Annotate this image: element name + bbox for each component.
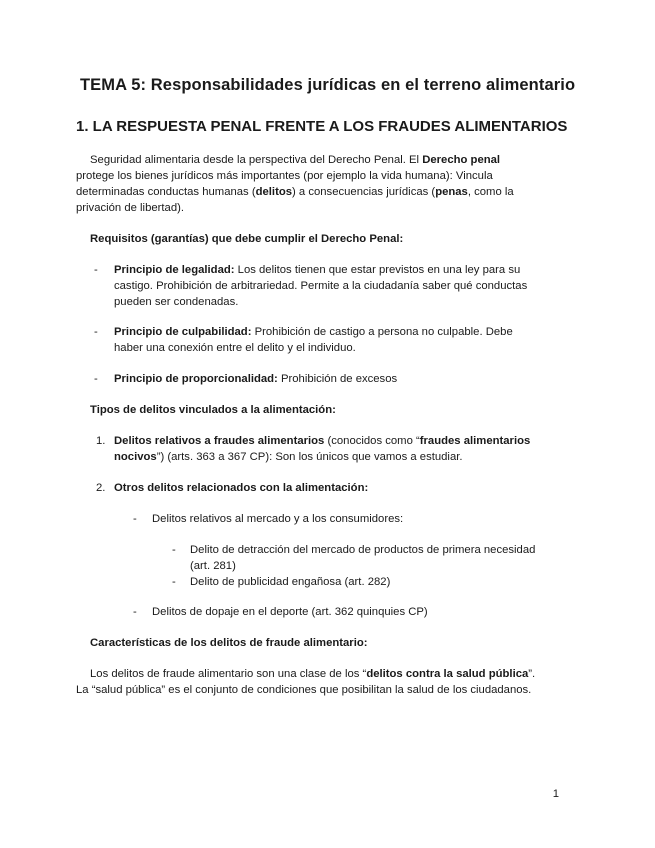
list-dash: - — [94, 373, 98, 385]
intro-bold-delitos: delitos — [255, 186, 293, 198]
tipo-1-line-2 — [114, 449, 463, 465]
list-dash: - — [133, 513, 137, 525]
intro-bold-derecho-penal: Derecho penal — [422, 154, 501, 166]
requisitos-heading: Requisitos (garantías) que debe cumplir el Derecho Penal: — [90, 233, 404, 245]
tipo-1-bold: nocivos — [114, 451, 157, 463]
caracteristicas-heading: Características de los delitos de fraude alimentario: — [90, 637, 368, 649]
principio-text: Prohibición de castigo a persona no culpable. Debe — [251, 326, 513, 338]
tipo-1-bold: fraudes alimentarios — [419, 435, 531, 447]
list-number: 1. — [96, 435, 106, 447]
document-title: TEMA 5: Responsabilidades jurídicas en el terreno alimentario — [80, 76, 576, 94]
caract-text: ”. — [528, 668, 536, 680]
principio-legalidad-line-2: castigo. Prohibición de arbitrariedad. Permite a la ciudadanía saber qué conductas — [114, 280, 528, 292]
principio-text: Prohibición de excesos — [277, 373, 398, 385]
intro-line-2: protege los bienes jurídicos más importantes (por ejemplo la vida humana): Vincula — [76, 170, 493, 182]
intro-text: determinadas conductas humanas ( — [76, 186, 256, 198]
list-dash: - — [172, 544, 176, 556]
caracteristicas-line-1 — [90, 666, 535, 682]
tipo-1-text: ”) (arts. 363 a 367 CP): Son los únicos que vamos a estudiar. — [156, 451, 463, 463]
intro-line-1 — [90, 152, 500, 168]
list-dash: - — [94, 264, 98, 276]
intro-line-3 — [76, 184, 514, 200]
principio-proporcionalidad-line-1 — [114, 371, 397, 387]
list-number: 2. — [96, 482, 106, 494]
tipo-2-name: Otros delitos relacionados con la alimentación: — [114, 482, 369, 494]
principio-name: Principio de culpabilidad: — [114, 326, 252, 338]
tipo-1-name: Delitos relativos a fraudes alimentarios — [114, 435, 325, 447]
tipo-1-line-1 — [114, 433, 530, 449]
intro-text: ) a consecuencias jurídicas ( — [292, 186, 436, 198]
principio-legalidad-line-1 — [114, 262, 520, 278]
sub-item-mercado: Delitos relativos al mercado y a los consumidores: — [152, 513, 404, 525]
principio-text: Los delitos tienen que estar previstos en una ley para su — [234, 264, 521, 276]
sub-item-dopaje: Delitos de dopaje en el deporte (art. 362 quinquies CP) — [152, 606, 428, 618]
tipo-1-text: (conocidos como “ — [324, 435, 420, 447]
sub-sub-item-detraccion-ref: (art. 281) — [190, 560, 236, 572]
intro-text: Seguridad alimentaria desde la perspectiva del Derecho Penal. El — [90, 154, 423, 166]
principio-name: Principio de legalidad: — [114, 264, 235, 276]
section-heading: 1. LA RESPUESTA PENAL FRENTE A LOS FRAUDES ALIMENTARIOS — [76, 118, 568, 135]
intro-line-4: privación de libertad). — [76, 202, 185, 214]
caract-bold: delitos contra la salud pública — [366, 668, 529, 680]
principio-name: Principio de proporcionalidad: — [114, 373, 278, 385]
sub-sub-item-detraccion: Delito de detracción del mercado de productos de primera necesidad — [190, 544, 536, 556]
principio-culpabilidad-line-1 — [114, 324, 513, 340]
page-number: 1 — [552, 788, 559, 800]
caract-text: Los delitos de fraude alimentario son una clase de los “ — [90, 668, 367, 680]
principio-culpabilidad-line-2: haber una conexión entre el delito y el individuo. — [114, 342, 356, 354]
list-dash: - — [172, 576, 176, 588]
intro-bold-penas: penas — [435, 186, 468, 198]
caracteristicas-line-2: La “salud pública” es el conjunto de condiciones que posibilitan la salud de los ciudadanos. — [76, 684, 532, 696]
intro-text: , como la — [467, 186, 514, 198]
principio-legalidad-line-3: pueden ser condenadas. — [114, 296, 239, 308]
list-dash: - — [133, 606, 137, 618]
list-dash: - — [94, 326, 98, 338]
sub-sub-item-publicidad: Delito de publicidad engañosa (art. 282) — [190, 576, 391, 588]
tipos-heading: Tipos de delitos vinculados a la alimentación: — [90, 404, 336, 416]
